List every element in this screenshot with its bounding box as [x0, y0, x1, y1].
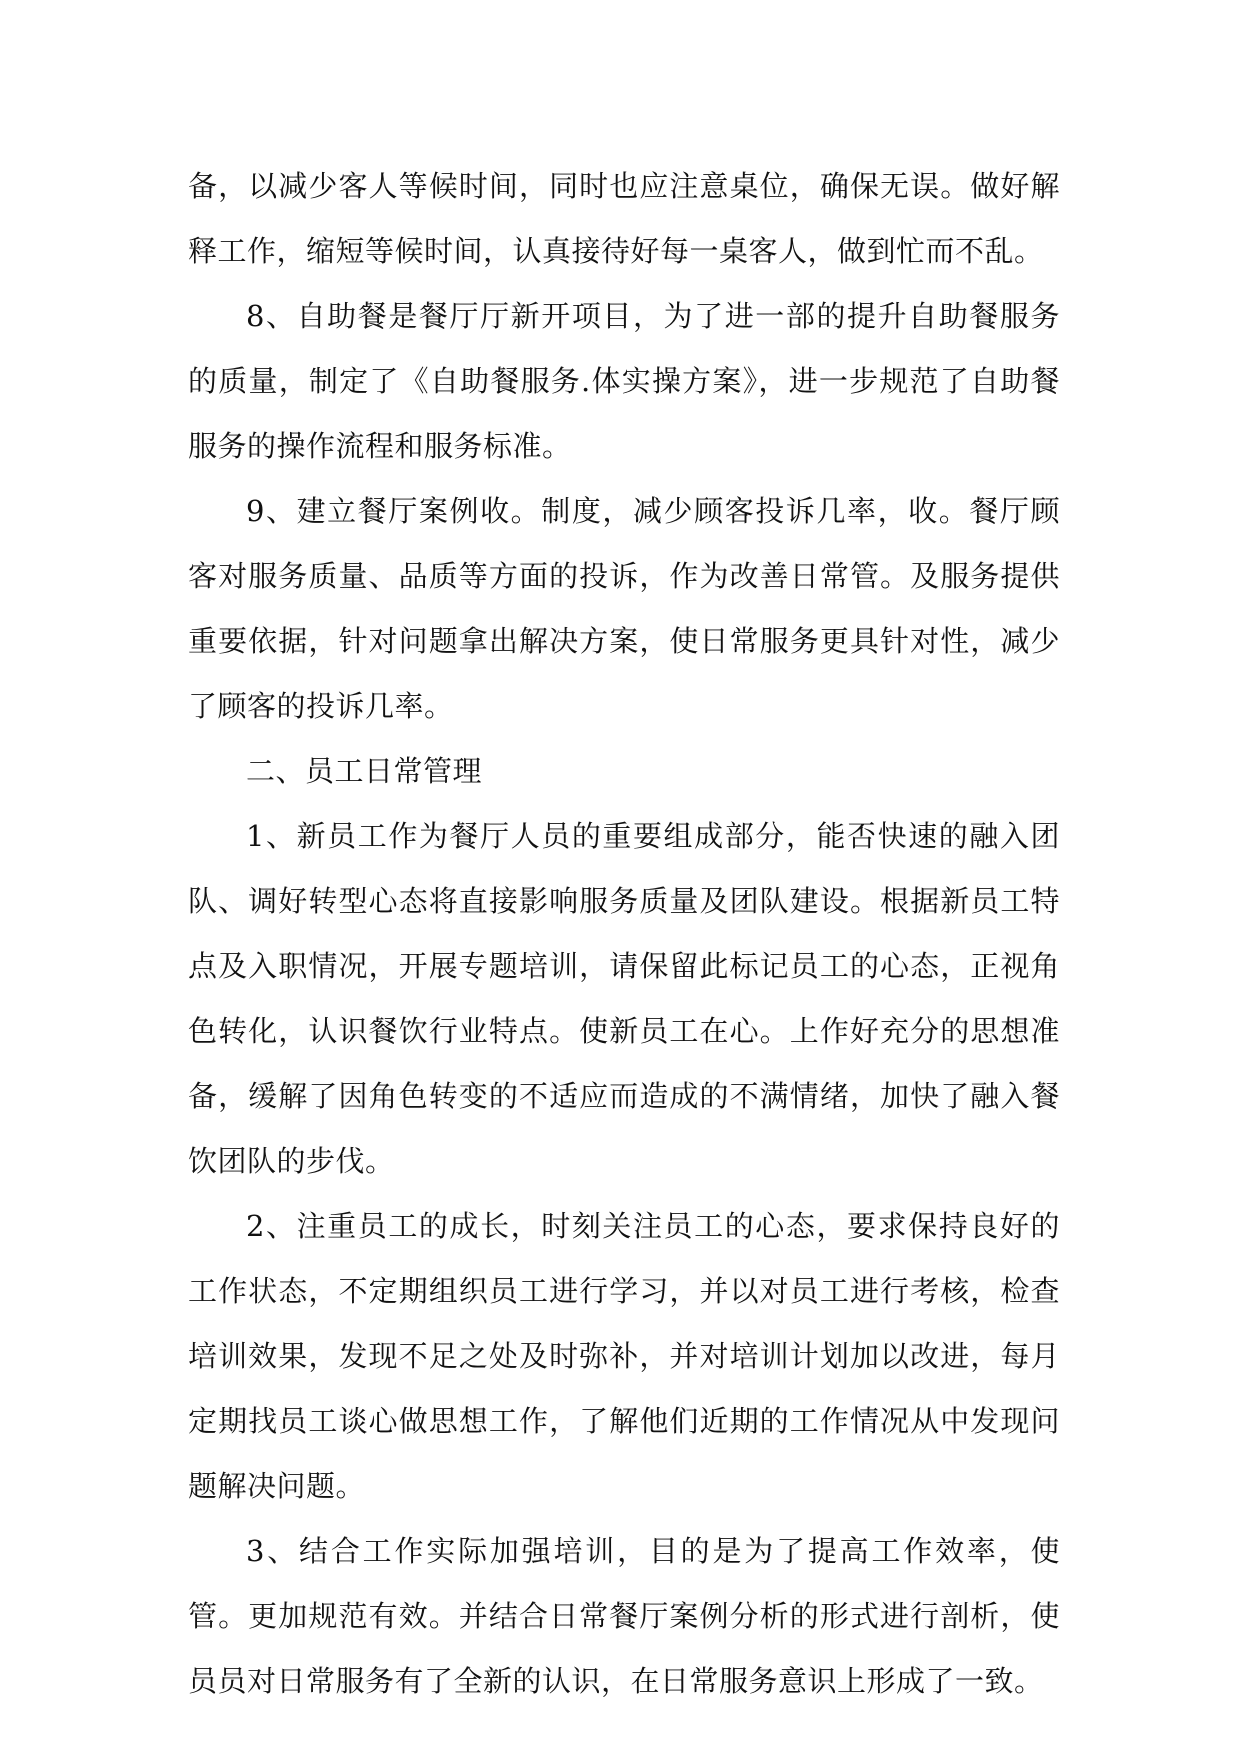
- section-heading-staff-management: 二、员工日常管理: [246, 754, 483, 788]
- document-body: [188, 154, 1060, 1714]
- paragraph-item-8: 8、自助餐是餐厅厅新开项目，为了进一部的提升自助餐服务的质量，制定了《自助餐服务.体实操方案》，进一步规范了自助餐服务的操作流程和服务标准。: [188, 299, 1060, 463]
- paragraph-staff-item-2: 2、注重员工的成长，时刻关注员工的心态，要求保持良好的工作状态，不定期组织员工进行学习，并以对员工进行考核，检查培训效果，发现不足之处及时弥补，并对培训计划加以改进，每月定期找员工谈心做思想工作，了解他们近期的工作情况从中发现问题解决问题。: [188, 1209, 1060, 1503]
- paragraph-item-9: 9、建立餐厅案例收。制度，减少顾客投诉几率，收。餐厅顾客对服务质量、品质等方面的投诉，作为改善日常管。及服务提供重要依据，针对问题拿出解决方案，使日常服务更具针对性，减少了顾客的投诉几率。: [188, 494, 1060, 723]
- paragraph-staff-item-3: 3、结合工作实际加强培训，目的是为了提高工作效率，使管。更加规范有效。并结合日常餐厅案例分析的形式进行剖析，使员员对日常服务有了全新的认识，在日常服务意识上形成了一致。: [188, 1534, 1060, 1698]
- paragraph-staff-item-1: 1、新员工作为餐厅人员的重要组成部分，能否快速的融入团队、调好转型心态将直接影响服务质量及团队建设。根据新员工特点及入职情况，开展专题培训，请保留此标记员工的心态，正视角色转化，认识餐饮行业特点。使新员工在心。上作好充分的思想准备，缓解了因角色转变的不适应而造成的不满情绪，加快了融入餐饮团队的步伐。: [188, 819, 1060, 1178]
- paragraph-continuation: 备，以减少客人等候时间，同时也应注意桌位，确保无误。做好解释工作，缩短等候时间，认真接待好每一桌客人，做到忙而不乱。: [188, 169, 1060, 268]
